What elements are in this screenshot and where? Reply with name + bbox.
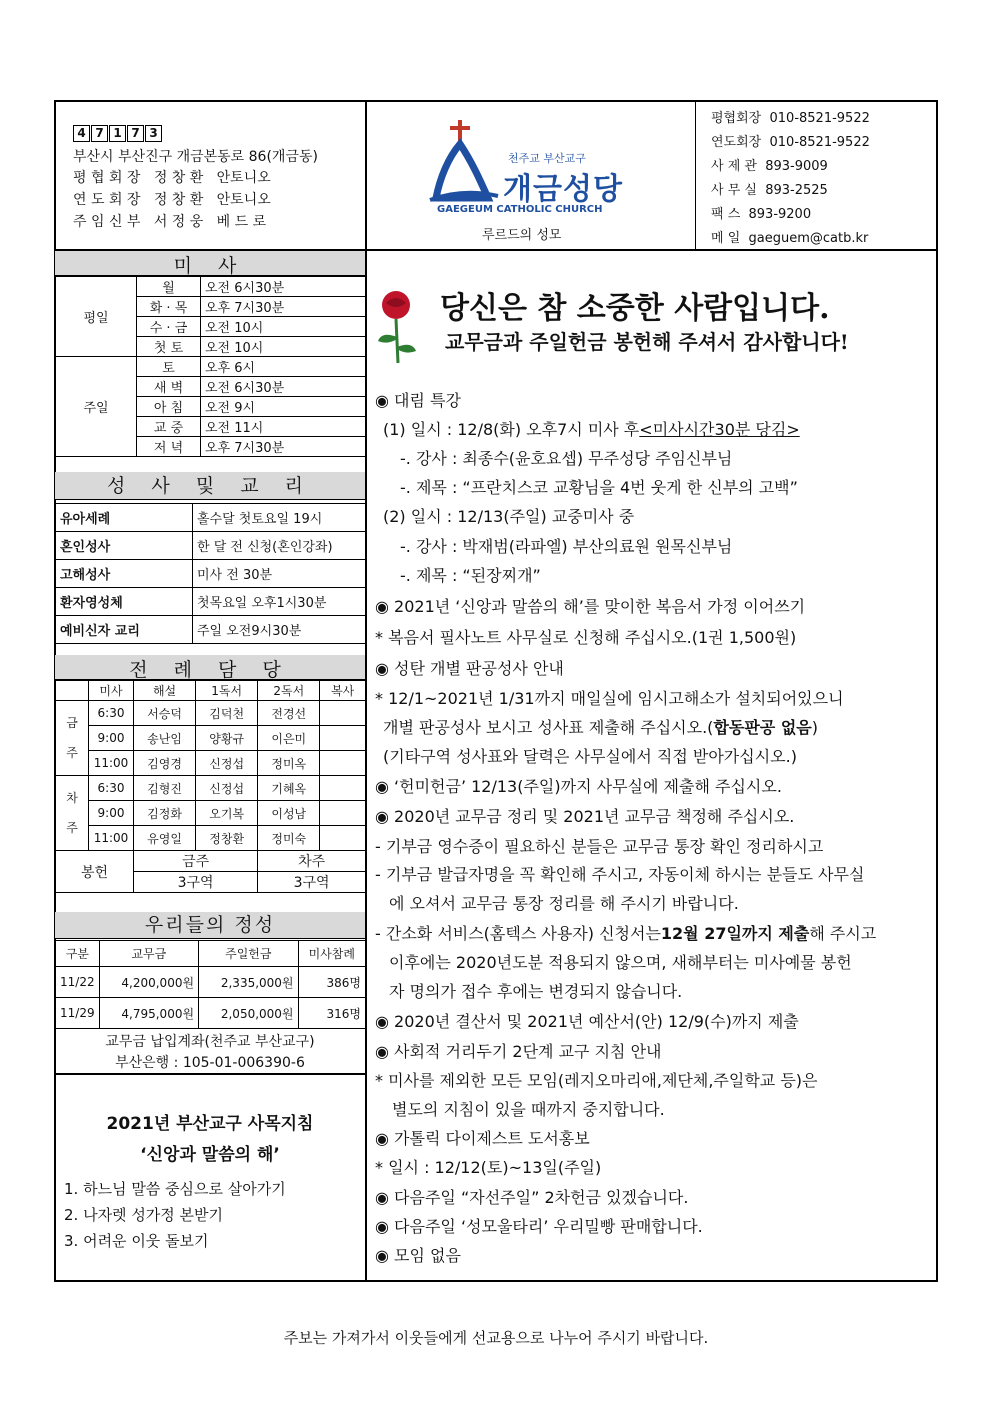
devotion-title: 우리들의 정성 <box>55 912 365 939</box>
account-title: 교무금 납입계좌(천주교 부산교구) <box>105 1034 315 1050</box>
rose-icon <box>372 287 422 367</box>
sacraments-title: 성 사 및 교 리 <box>55 472 365 500</box>
section-divider <box>54 1073 366 1075</box>
account-number: 부산은행 : 105-01-006390-6 <box>115 1055 305 1071</box>
guideline-item: 2. 나자렛 성가정 본받기 <box>64 1206 224 1224</box>
guideline-title: 2021년 부산교구 사목지침 <box>106 1114 314 1134</box>
sacraments-table: 유아세례 홀수달 첫토요일 19시 혼인성사 한 달 전 신청(혼인강좌) 고해성사 미사 전 30분 환자영성체 첫목요일 오후1시30분 예비신자 교리 주일 오전9시30분 <box>55 503 366 644</box>
footer-note: 주보는 가져가서 이웃들에게 선교용으로 나누어 주시기 바랍니다. <box>283 1329 709 1347</box>
logo-church-name: 개금성당 <box>503 172 623 207</box>
role-row: 평 협 회 장 정 창 환 안토니오 <box>73 170 271 186</box>
guideline-item: 3. 어려운 이웃 돌보기 <box>64 1232 209 1250</box>
liturgy-title: 전 례 담 당 <box>55 655 365 680</box>
logo-diocese: 천주교 부산교구 <box>508 152 586 165</box>
contact-divider <box>695 100 696 250</box>
logo-english: GAEGEUM CATHOLIC CHURCH <box>437 204 603 215</box>
banner-subline: 교무금과 주일헌금 봉헌해 주셔서 감사합니다! <box>445 330 849 354</box>
role-row: 주 임 신 부 서 정 웅 베 드 로 <box>73 214 267 230</box>
guideline-item: 1. 하느님 말씀 중심으로 살아가기 <box>64 1180 286 1198</box>
role-row: 연 도 회 장 정 창 환 안토니오 <box>73 192 271 208</box>
liturgy-table: 미사 해설 1독서 2독서 복사 금 주 6:30 서승덕 김덕천 전경선 9:00 송난임 양황규 이은미 11:00 김영경 신정섭 정미옥 차 주 6:30 김형진 신정섭 기혜옥 9:00 김정화 오기복 이성남 11:00 유영일 정창환 정미숙 봉헌 금주 차주 3구역 3구역 <box>55 680 366 893</box>
banner-headline: 당신은 참 소중한 사람입니다. <box>440 291 830 326</box>
patron: 루르드의 성모 <box>482 228 562 243</box>
zip-code: 4 7 1 7 3 <box>73 122 163 142</box>
mass-table: 평일 월 오전 6시30분 화 · 목 오후 7시30분 수 · 금 오전 10시 첫 토 오전 10시 주일 토 오후 6시 새 벽 오전 6시30분 아 침 오전 9시 교 중 오전 11시 저 녁 오후 7시30분 <box>55 276 366 457</box>
address: 부산시 부산진구 개금본동로 86(개금동) <box>73 149 318 165</box>
guideline-subtitle: ‘신앙과 말씀의 해’ <box>140 1145 280 1165</box>
devotion-table: 구분 교무금 주일헌금 미사참례 11/22 4,200,000원 2,335,000원 386명 11/29 4,795,000원 2,050,000원 316명 <box>55 940 366 1029</box>
mass-title: 미 사 <box>55 251 365 276</box>
church-logo-icon <box>428 118 503 218</box>
